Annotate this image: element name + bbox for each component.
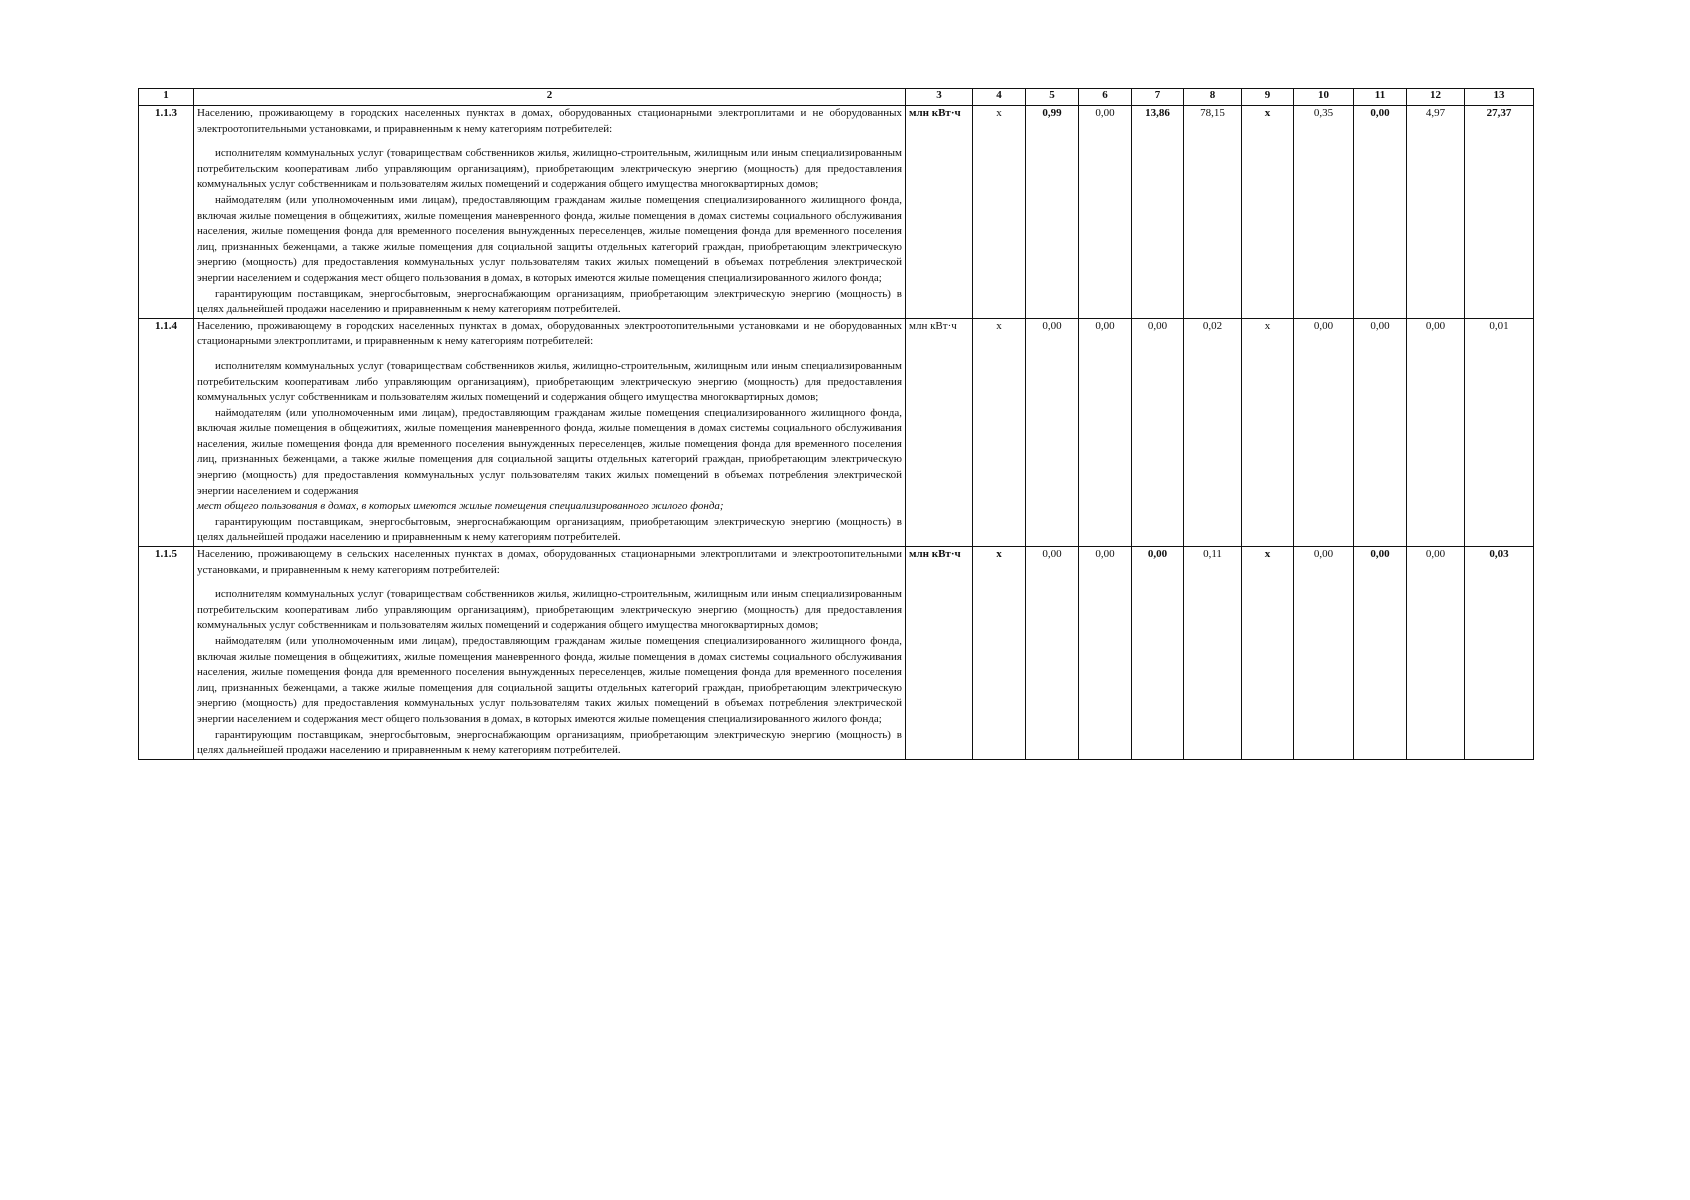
value-cell-9: х: [1242, 318, 1294, 546]
value-cell-4: х: [973, 318, 1026, 546]
paragraph-landlords-end: мест общего пользования в домах, в которых имеются жилые помещения специализированного жилого фонда;: [197, 500, 724, 513]
value-cell-9: х: [1242, 106, 1294, 319]
col-header-5: 5: [1026, 89, 1079, 106]
paragraph-landlords: наймодателям (или уполномоченным ими лицам), предоставляющим гражданам жилые помещения специализированного жилищного фонда, включая жилые помещения в общежитиях, жилые помещения маневренного фонда, жилые помещения в домах системы социального обслуживания населения, жилые помещения фонда для временного поселения вынужденных переселенцев, жилые помещения фонда для временного поселения лиц, признанных беженцами, а также жилые помещения для социальной защиты отдельных категорий граждан, приобретающим электрическую энергию (мощность) для предоставления коммунальных услуг пользователям таких жилых помещений в объемах потребления электрической энергии населением и содержания мест общего пользования в домах, в которых имеются жилые помещения специализированного жилого фонда;: [197, 635, 902, 725]
row-number: 1.1.4: [139, 318, 194, 546]
value-cell-11: 0,00: [1354, 106, 1407, 319]
value-cell-7: 0,00: [1132, 547, 1184, 760]
col-header-10: 10: [1294, 89, 1354, 106]
row-description: [194, 547, 906, 760]
col-header-7: 7: [1132, 89, 1184, 106]
unit-cell: млн кВт·ч: [906, 547, 973, 760]
value-cell-4: х: [973, 547, 1026, 760]
col-header-3: 3: [906, 89, 973, 106]
value-cell-10: 0,00: [1294, 547, 1354, 760]
col-header-1: 1: [139, 89, 194, 106]
tariff-balance-table: [138, 88, 1534, 760]
row-description: [194, 106, 906, 319]
value-cell-6: 0,00: [1079, 318, 1132, 546]
value-cell-5: 0,00: [1026, 318, 1079, 546]
table-row: [139, 318, 1534, 546]
value-cell-8: 0,11: [1184, 547, 1242, 760]
value-cell-7: 0,00: [1132, 318, 1184, 546]
col-header-2: 2: [194, 89, 906, 106]
value-cell-12: 0,00: [1407, 547, 1465, 760]
value-cell-4: х: [973, 106, 1026, 319]
paragraph-suppliers: гарантирующим поставщикам, энергосбытовым, энергоснабжающим организациям, приобретающим электрическую энергию (мощность) в целях дальнейшей продажи населению и приравненным к нему категориям потребителей.: [197, 287, 902, 316]
paragraph-utilities: исполнителям коммунальных услуг (товариществам собственников жилья, жилищно-строительным, жилищным или иным специализированным потребительским кооперативам либо управляющим организациям), приобретающим электрическую энергию (мощность) для предоставления коммунальных услуг собственникам и пользователям жилых помещений и содержания общего имущества многоквартирных домов;: [197, 147, 902, 191]
unit-cell: млн кВт·ч: [906, 318, 973, 546]
col-header-13: 13: [1465, 89, 1534, 106]
col-header-12: 12: [1407, 89, 1465, 106]
col-header-11: 11: [1354, 89, 1407, 106]
paragraph-landlords: наймодателям (или уполномоченным ими лицам), предоставляющим гражданам жилые помещения специализированного жилищного фонда, включая жилые помещения в общежитиях, жилые помещения маневренного фонда, жилые помещения в домах системы социального обслуживания населения, жилые помещения фонда для временного поселения вынужденных переселенцев, жилые помещения фонда для временного поселения лиц, признанных беженцами, а также жилые помещения для социальной защиты отдельных категорий граждан, приобретающим электрическую энергию (мощность) для предоставления коммунальных услуг пользователям таких жилых помещений в объемах потребления электрической энергии населением и содержания: [197, 406, 902, 497]
value-cell-13: 27,37: [1465, 106, 1534, 319]
row-number: 1.1.3: [139, 106, 194, 319]
value-cell-6: 0,00: [1079, 106, 1132, 319]
value-cell-11: 0,00: [1354, 547, 1407, 760]
value-cell-10: 0,35: [1294, 106, 1354, 319]
row-number: 1.1.5: [139, 547, 194, 760]
row-description: [194, 318, 906, 546]
value-cell-10: 0,00: [1294, 318, 1354, 546]
table-row: [139, 106, 1534, 319]
value-cell-12: 4,97: [1407, 106, 1465, 319]
value-cell-8: 0,02: [1184, 318, 1242, 546]
col-header-4: 4: [973, 89, 1026, 106]
row-title: Населению, проживающему в сельских населенных пунктах в домах, оборудованных стационарными электроплитами и электроотопительными установками, и приравненным к нему категориям потребителей:: [197, 548, 902, 576]
paragraph-suppliers: гарантирующим поставщикам, энергосбытовым, энергоснабжающим организациям, приобретающим электрическую энергию (мощность) в целях дальнейшей продажи населению и приравненным к нему категориям потребителей.: [197, 515, 902, 544]
value-cell-7: 13,86: [1132, 106, 1184, 319]
paragraph-utilities: исполнителям коммунальных услуг (товариществам собственников жилья, жилищно-строительным, жилищным или иным специализированным потребительским кооперативам либо управляющим организациям), приобретающим электрическую энергию (мощность) для предоставления коммунальных услуг собственникам и пользователям жилых помещений и содержания общего имущества многоквартирных домов;: [197, 588, 902, 632]
table-row: [139, 547, 1534, 760]
paragraph-landlords: наймодателям (или уполномоченным ими лицам), предоставляющим гражданам жилые помещения специализированного жилищного фонда, включая жилые помещения в общежитиях, жилые помещения маневренного фонда, жилые помещения в домах системы социального обслуживания населения, жилые помещения фонда для временного поселения вынужденных переселенцев, жилые помещения фонда для временного поселения лиц, признанных беженцами, а также жилые помещения для социальной защиты отдельных категорий граждан, приобретающим электрическую энергию (мощность) для предоставления коммунальных услуг пользователям таких жилых помещений в объемах потребления электрической энергии населением и содержания мест общего пользования в домах, в которых имеются жилые помещения специализированного жилого фонда;: [197, 193, 902, 284]
value-cell-5: 0,00: [1026, 547, 1079, 760]
value-cell-9: х: [1242, 547, 1294, 760]
row-title: Населению, проживающему в городских населенных пунктах в домах, оборудованных электроотопительными установками и не оборудованных стационарными электроплитами, и приравненным к нему категориям потребителей:: [197, 319, 902, 348]
unit-cell: млн кВт·ч: [906, 106, 973, 319]
row-title: Населению, проживающему в городских населенных пунктах в домах, оборудованных стационарными электроплитами и не оборудованных электроотопительными установками, и приравненным к нему категориям потребителей:: [197, 107, 902, 135]
value-cell-6: 0,00: [1079, 547, 1132, 760]
value-cell-5: 0,99: [1026, 106, 1079, 319]
col-header-9: 9: [1242, 89, 1294, 106]
value-cell-11: 0,00: [1354, 318, 1407, 546]
value-cell-12: 0,00: [1407, 318, 1465, 546]
column-number-row: [139, 89, 1534, 106]
value-cell-8: 78,15: [1184, 106, 1242, 319]
col-header-8: 8: [1184, 89, 1242, 106]
col-header-6: 6: [1079, 89, 1132, 106]
value-cell-13: 0,03: [1465, 547, 1534, 760]
paragraph-suppliers: гарантирующим поставщикам, энергосбытовым, энергоснабжающим организациям, приобретающим электрическую энергию (мощность) в целях дальнейшей продажи населению и приравненным к нему категориям потребителей.: [197, 728, 902, 757]
value-cell-13: 0,01: [1465, 318, 1534, 546]
paragraph-utilities: исполнителям коммунальных услуг (товариществам собственников жилья, жилищно-строительным, жилищным или иным специализированным потребительским кооперативам либо управляющим организациям), приобретающим электрическую энергию (мощность) для предоставления коммунальных услуг собственникам и пользователям жилых помещений и содержания общего имущества многоквартирных домов;: [197, 359, 902, 404]
